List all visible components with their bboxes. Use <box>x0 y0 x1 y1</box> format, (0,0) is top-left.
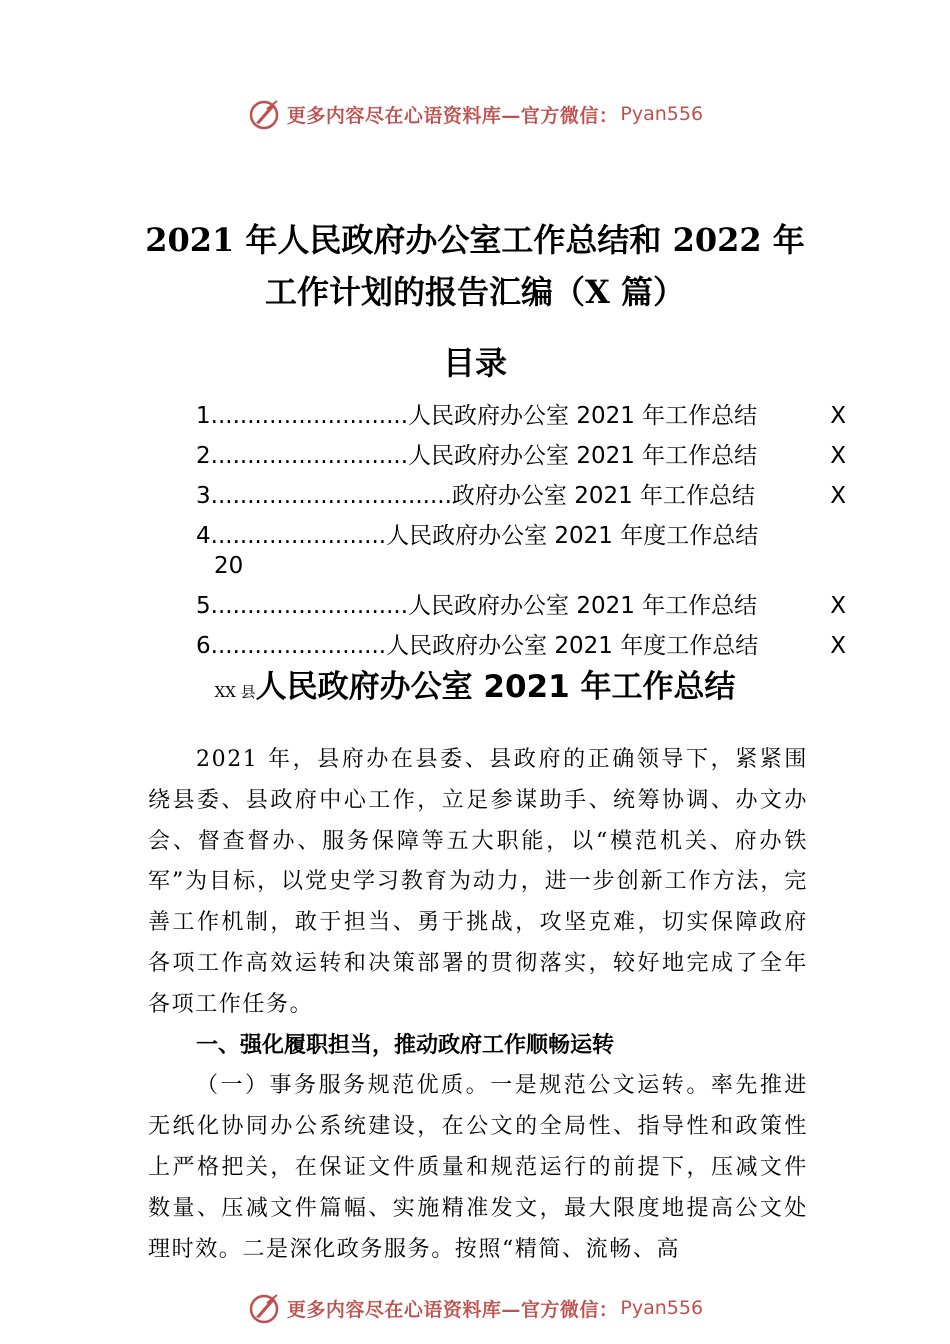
header-banner <box>0 94 950 134</box>
toc-item-page: X <box>830 443 846 469</box>
toc-item-label: 2...........................人民政府办公室 2021 年工作总结 <box>196 443 758 469</box>
footer-banner <box>0 1288 950 1328</box>
quill-logo-icon <box>247 1291 281 1325</box>
document-title-line1: 2021 年人民政府办公室工作总结和 2022 年 <box>145 221 805 259</box>
toc-item-label: 3.................................政府办公室 2021 年工作总结 <box>196 483 756 509</box>
banner-text: 更多内容尽在心语资料库—官方微信： <box>286 104 619 127</box>
subheading: 一、强化履职担当，推动政府工作顺畅运转 <box>196 1032 615 1058</box>
toc-item[interactable] <box>196 586 846 626</box>
document-title <box>0 214 950 318</box>
toc-item-label: 5...........................人民政府办公室 2021 年工作总结 <box>196 593 758 619</box>
section-body <box>148 740 808 1270</box>
paragraph: 2021 年，县府办在县委、县政府的正确领导下，紧紧围绕县委、县政府中心工作，立足参谋助手、统筹协调、办文办会、督查督办、服务保障等五大职能，以“模范机关、府办铁军”为目标，以党史学习教育为动力，进一步创新工作方法，完善工作机制，敢于担当、勇于挑战，攻坚克难，切实保障政府各项工作高效运转和决策部署的贯彻落实，较好地完成了全年各项工作任务。 <box>148 747 808 1017</box>
toc-item-label: 6........................人民政府办公室 2021 年度工作总结 <box>196 633 759 659</box>
toc-item[interactable] <box>196 476 846 516</box>
toc-item-page: X <box>830 483 846 509</box>
toc-item-label: 4........................人民政府办公室 2021 年度工作总结 <box>196 523 759 549</box>
table-of-contents <box>196 396 846 666</box>
document-title-line2: 工作计划的报告汇编（X 篇） <box>265 273 685 311</box>
section-title: 人民政府办公室 2021 年工作总结 <box>255 669 736 705</box>
paragraph: （一）事务服务规范优质。一是规范公文运转。率先推进无纸化协同办公系统建设，在公文的全局性、指导性和政策性上严格把关，在保证文件质量和规范运行的前提下，压减文件数量、压减文件篇幅、实施精准发文，最大限度地提高公文处理时效。二是深化政务服务。按照“精简、流畅、高 <box>148 1073 808 1262</box>
toc-item-page: 20 <box>214 553 244 579</box>
banner-wechat-id: Pyan556 <box>620 1297 704 1319</box>
toc-heading: 目录 <box>442 344 507 382</box>
toc-item[interactable] <box>196 436 846 476</box>
toc-item[interactable] <box>196 396 846 436</box>
toc-item-page: X <box>830 593 846 619</box>
section-heading <box>0 662 950 717</box>
banner-text: 更多内容尽在心语资料库—官方微信： <box>286 1298 619 1321</box>
toc-item[interactable] <box>196 626 846 666</box>
toc-item-page: X <box>830 633 846 659</box>
quill-logo-icon <box>247 97 281 131</box>
toc-item-label: 1...........................人民政府办公室 2021 年工作总结 <box>196 403 758 429</box>
banner-wechat-id: Pyan556 <box>620 103 704 125</box>
toc-item-page: X <box>830 403 846 429</box>
toc-item[interactable] <box>196 516 846 586</box>
section-prefix: XX 县 <box>214 683 256 701</box>
